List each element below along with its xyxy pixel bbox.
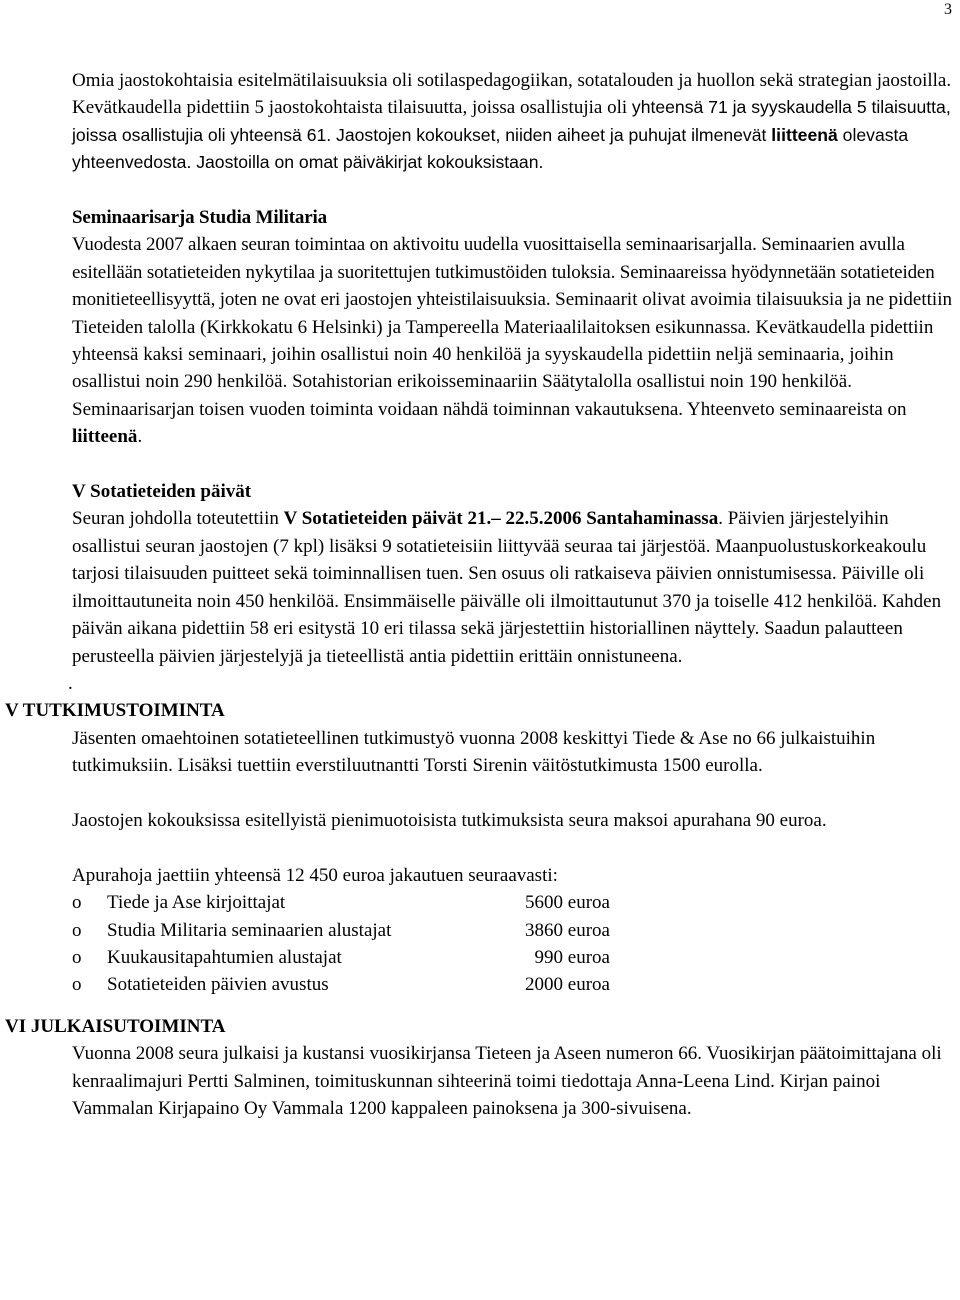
seminar-text-condensed: Vuodesta 2007 alkaen seuran toimintaa on aktivoitu uudella vuosittaisella seminaarisarjalla. Seminaarien avulla esitellään sotatieteiden nykytilaa ja suoritettujen tutkimustöiden tuloksia. Seminaareissa hyödynnetään sotatieteiden monitieteellisyyttä, joten ne ovat eri jaostojen yhteistilaisuuksia. — [72, 234, 935, 311]
bullet: o — [72, 892, 82, 914]
list-item — [72, 971, 958, 998]
list-item — [72, 917, 958, 944]
list-item — [72, 944, 958, 971]
grant-amount: 990 euroa — [534, 946, 610, 968]
appendix-reference: liitteenä — [72, 426, 138, 448]
military-science-days-paragraph: Seuran johdolla toteutettiin V Sotatieteiden päivät 21.– 22.5.2006 Santahaminassa. Päivien järjestelyihin osallistui seuran jaostojen (7 kpl) lisäksi 9 sotatieteisiin liittyvää seuraa tai järjestöä. Maanpuolustuskorkeakoulu tarjosi tilaisuuden puitteet sekä toiminnallisen tuen. Sen osuus oli ratkaiseva päivien onnistumisessa. Päiville oli ilmoittautuneita noin 450 henkilöä. Ensimmäiselle päivälle oli ilmoittautunut 370 ja toiselle 412 henkilöä. Kahden päivän aikana pidettiin 58 eri esitystä 10 eri tilassa sekä järjestettiin historiallinen näyttely. Saadun palautteen perusteella päivien järjestelyjä ja tieteellistä antia pidettiin erittäin onnistuneena. — [72, 508, 942, 667]
grant-amount: 3860 euroa — [525, 919, 610, 941]
military-science-days-heading: V Sotatieteiden päivät — [72, 481, 252, 503]
stray-dot: . — [68, 672, 73, 694]
list-item — [72, 889, 958, 916]
page-number: 3 — [944, 1, 952, 18]
intro-text: Omia jaostokohtaisia esitelmätilaisuuksia oli sotilaspedagogiikan, sotatalouden ja huollon sekä strategian jaostoilla. Kevätkaudella pidettiin 5 jaostokohtaista tilaisuutta, joissa osallistujia oli — [72, 70, 952, 119]
event-name: V Sotatieteiden päivät 21.– 22.5.2006 Santahaminassa — [283, 508, 719, 530]
document-body — [5, 67, 958, 1122]
seminar-series-heading: Seminaarisarja Studia Militaria — [72, 207, 328, 229]
seminar-text: Seminaarit olivat avoimia tilaisuuksia ja ne pidettiin Tieteiden talolla (Kirkkokatu 6 Helsinki) ja Tampereella Materiaalilaitoksen esikunnassa. Kevätkaudella pidettiin yhteensä kaksi seminaari, joihin osallistui noin 40 henkilöä ja syyskaudella pidettiin neljä seminaaria, joihin osallistui noin 290 henkilöä. Sotahistorian erikoisseminaariin Säätytalolla osallistui noin 190 henkilöä. Seminaarisarjan toisen vuoden toiminta voidaan nähdä toiminnan vakautuksena. Yhteenveto seminaareista on — [72, 289, 952, 420]
intro-paragraph — [72, 67, 958, 177]
grant-name: Kuukausitapahtumien alustajat — [107, 946, 342, 968]
research-paragraph-2: Jaostojen kokouksissa esitellyistä pienimuotoisista tutkimuksista seura maksoi apurahana 90 euroa. — [72, 809, 827, 831]
grants-list — [72, 889, 958, 999]
bullet: o — [72, 919, 82, 941]
publishing-paragraph: Vuonna 2008 seura julkaisi ja kustansi vuosikirjansa Tieteen ja Aseen numeron 66. Vuosikirjan päätoimittajana oli kenraalimajuri Pertti Salminen, toimituskunnan sihteerinä toimi tiedottaja Anna-Leena Lind. Kirjan painoi Vammalan Kirjapaino Oy Vammala 1200 kappaleen painoksena ja 300-sivuisena. — [72, 1043, 942, 1119]
seminar-series-paragraph: Vuodesta 2007 alkaen seuran toimintaa on aktivoitu uudella vuosittaisella seminaarisarjalla. Seminaarien avulla esitellään sotatieteiden nykytilaa ja suoritettujen tutkimustöiden tuloksia. Seminaareissa hyödynnetään sotatieteiden monitieteellisyyttä, joten ne ovat eri jaostojen yhteistilaisuuksia. Seminaarit olivat avoimia tilaisuuksia ja ne pidettiin Tieteiden talolla (Kirkkokatu 6 Helsinki) ja Tampereella Materiaalilaitoksen esikunnassa. Kevätkaudella pidettiin yhteensä kaksi seminaari, joihin osallistui noin 40 henkilöä ja syyskaudella pidettiin neljä seminaaria, joihin osallistui noin 290 henkilöä. Sotahistorian erikoisseminaariin Säätytalolla osallistui noin 190 henkilöä. Seminaarisarjan toisen vuoden toiminta voidaan nähdä toiminnan vakautuksena. Yhteenveto seminaareista on liitteenä. — [72, 234, 952, 448]
grant-amount: 5600 euroa — [525, 892, 610, 914]
research-heading: V TUTKIMUSTOIMINTA — [5, 700, 225, 722]
bullet: o — [72, 946, 82, 968]
intro-text-sans: yhteensä 71 ja syyskaudella 5 tilaisuutta, joissa osallistujia oli yhteensä 61. Jaostojen kokoukset, niiden aiheet ja puhujat ilmenevät — [72, 97, 951, 145]
publishing-heading: VI JULKAISUTOIMINTA — [5, 1015, 226, 1037]
intro-text-sans-end: olevasta yhteenvedosta. Jaostoilla on omat päiväkirjat kokouksistaan. — [72, 124, 909, 173]
bullet: o — [72, 974, 82, 996]
grant-name: Tiede ja Ase kirjoittajat — [107, 892, 286, 914]
grants-intro: Apurahoja jaettiin yhteensä 12 450 euroa jakautuen seuraavasti: — [72, 864, 558, 886]
grant-amount: 2000 euroa — [525, 974, 610, 996]
grant-name: Studia Militaria seminaarien alustajat — [107, 919, 392, 941]
research-paragraph-1: Jäsenten omaehtoinen sotatieteellinen tutkimustyö vuonna 2008 keskittyi Tiede & Ase no 66 julkaistuihin tutkimuksiin. Lisäksi tuettiin everstiluutnantti Torsti Sirenin väitöstutkimusta 1500 eurolla. — [72, 727, 876, 777]
appendix-reference: liitteenä — [771, 124, 838, 145]
grant-name: Sotatieteiden päivien avustus — [107, 974, 329, 996]
